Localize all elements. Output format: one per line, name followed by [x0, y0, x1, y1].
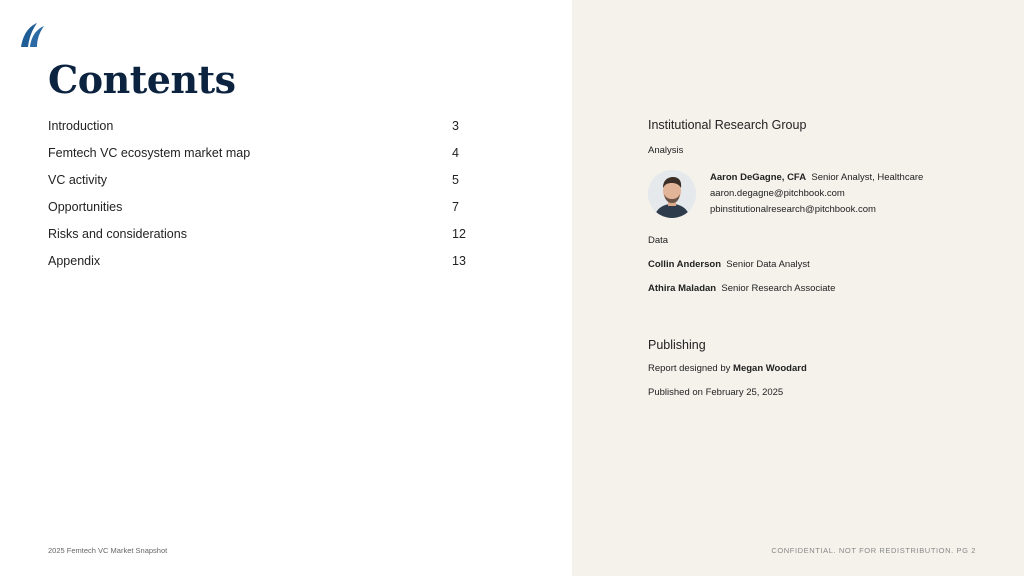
- toc-item-page: 4: [452, 146, 459, 160]
- designed-by-prefix: Report designed by: [648, 363, 731, 374]
- analyst-line: [710, 172, 923, 183]
- toc-item[interactable]: [48, 117, 468, 144]
- toc-item-page: 7: [452, 200, 459, 214]
- designed-by: [648, 363, 807, 374]
- toc-item-label: Femtech VC ecosystem market map: [48, 146, 251, 160]
- toc-item[interactable]: [48, 225, 468, 252]
- data-person: [648, 259, 810, 270]
- toc-item-label: Opportunities: [48, 200, 123, 214]
- toc-item[interactable]: [48, 252, 468, 279]
- toc-item-label: Introduction: [48, 119, 114, 133]
- research-group-title: Institutional Research Group: [648, 118, 807, 132]
- toc-item-page: 12: [452, 227, 466, 241]
- pitchbook-logo-icon: [19, 21, 45, 49]
- toc-item-label: Appendix: [48, 254, 101, 268]
- analyst-avatar: [648, 170, 696, 218]
- page-title: Contents: [48, 57, 236, 102]
- data-person-name: Collin Anderson: [648, 259, 722, 270]
- data-label: Data: [648, 235, 669, 246]
- data-person-role: Senior Data Analyst: [726, 259, 810, 270]
- analyst-email[interactable]: aaron.degagne@pitchbook.com: [710, 188, 845, 199]
- data-person-role: Senior Research Associate: [721, 283, 836, 294]
- research-email[interactable]: pbinstitutionalresearch@pitchbook.com: [710, 204, 876, 215]
- publishing-title: Publishing: [648, 338, 706, 352]
- published-date: Published on February 25, 2025: [648, 387, 784, 398]
- analyst-name: Aaron DeGagne, CFA: [710, 172, 807, 183]
- footer-confidential-page: CONFIDENTIAL. NOT FOR REDISTRIBUTION. PG 2: [771, 546, 976, 555]
- table-of-contents: [48, 117, 468, 279]
- data-person-name: Athira Maladan: [648, 283, 717, 294]
- toc-item-page: 5: [452, 173, 459, 187]
- data-person: [648, 283, 835, 294]
- toc-item-label: VC activity: [48, 173, 108, 187]
- toc-item-page: 13: [452, 254, 466, 268]
- toc-item-page: 3: [452, 119, 459, 133]
- toc-item[interactable]: [48, 144, 468, 171]
- analysis-label: Analysis: [648, 145, 684, 156]
- toc-item[interactable]: [48, 171, 468, 198]
- designer-name: Megan Woodard: [733, 363, 807, 374]
- footer-report-name: 2025 Femtech VC Market Snapshot: [48, 546, 168, 555]
- analyst-role: Senior Analyst, Healthcare: [811, 172, 924, 183]
- toc-item-label: Risks and considerations: [48, 227, 187, 241]
- toc-item[interactable]: [48, 198, 468, 225]
